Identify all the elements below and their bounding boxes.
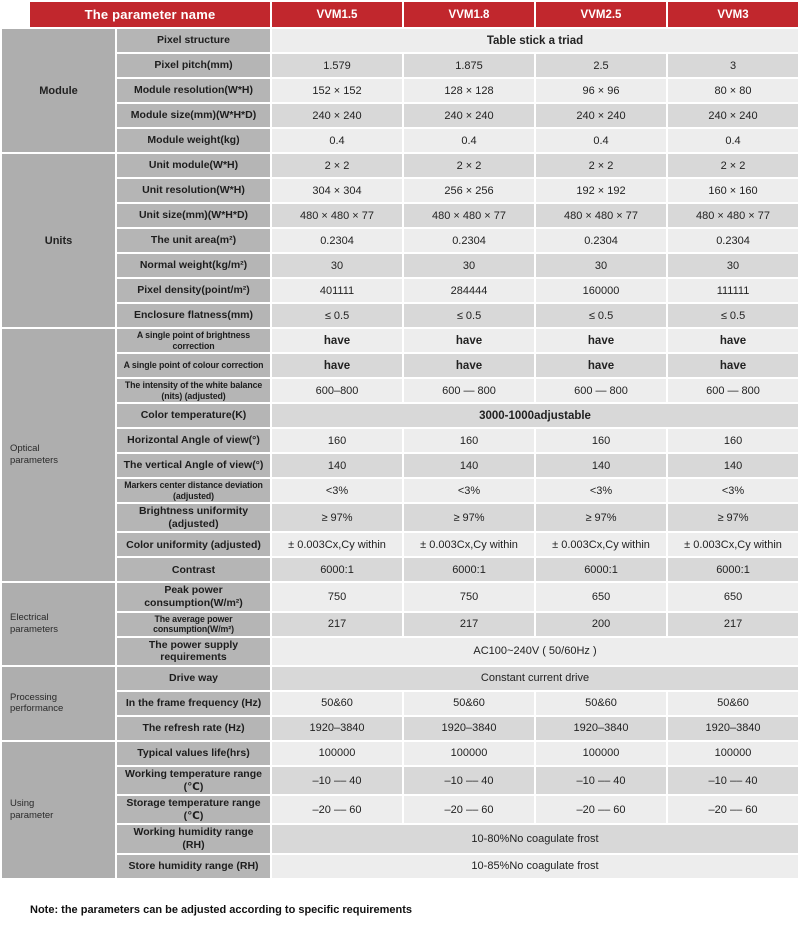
param-value: 600–800 xyxy=(272,379,402,402)
param-value-span: AC100~240V ( 50/60Hz ) xyxy=(272,638,798,665)
param-value: 140 xyxy=(272,454,402,477)
table-row xyxy=(2,79,798,102)
param-label: Unit module(W*H) xyxy=(117,154,270,177)
param-value: have xyxy=(668,329,798,352)
param-value: 50&60 xyxy=(272,692,402,715)
footnote: Note: the parameters can be adjusted according to specific requirements xyxy=(30,903,413,916)
parameter-name-header xyxy=(2,2,270,27)
param-value: 240 × 240 xyxy=(668,104,798,127)
param-value: ≤ 0.5 xyxy=(668,304,798,327)
param-label: Store humidity range (RH) xyxy=(117,855,270,878)
param-value: 304 × 304 xyxy=(272,179,402,202)
table-row xyxy=(2,638,798,665)
table-row xyxy=(2,279,798,302)
table-row xyxy=(2,558,798,581)
param-value: 200 xyxy=(536,613,666,636)
table-row xyxy=(2,29,798,52)
param-value: 2 × 2 xyxy=(272,154,402,177)
param-value: 2 × 2 xyxy=(536,154,666,177)
param-value: –20 –– 60 xyxy=(404,796,534,823)
param-value: <3% xyxy=(404,479,534,502)
table-row xyxy=(2,154,798,177)
table-row xyxy=(2,229,798,252)
table-row xyxy=(2,742,798,765)
param-value: 0.4 xyxy=(536,129,666,152)
param-label: Pixel structure xyxy=(117,29,270,52)
param-value: 128 × 128 xyxy=(404,79,534,102)
param-value: have xyxy=(536,329,666,352)
table-row xyxy=(2,767,798,794)
param-value: 6000:1 xyxy=(404,558,534,581)
param-value: ≤ 0.5 xyxy=(536,304,666,327)
param-label: Horizontal Angle of view(°) xyxy=(117,429,270,452)
param-label: Storage temperature range (℃) xyxy=(117,796,270,823)
table-row xyxy=(2,825,798,852)
param-value: 1920–3840 xyxy=(536,717,666,740)
param-value: 0.4 xyxy=(668,129,798,152)
group-label-optical-parameters: Optical parameters xyxy=(2,329,115,581)
param-value: have xyxy=(668,354,798,377)
param-value: 2.5 xyxy=(536,54,666,77)
param-value: 0.2304 xyxy=(536,229,666,252)
table-row xyxy=(2,354,798,377)
param-value: –10 –– 40 xyxy=(404,767,534,794)
table-row xyxy=(2,796,798,823)
param-label: A single point of colour correction xyxy=(117,354,270,377)
param-value: –20 –– 60 xyxy=(668,796,798,823)
param-value: 140 xyxy=(668,454,798,477)
param-value: ≤ 0.5 xyxy=(272,304,402,327)
param-value: ± 0.003Cx,Cy within xyxy=(404,533,534,556)
table-row xyxy=(2,583,798,610)
param-value: 650 xyxy=(668,583,798,610)
table-row xyxy=(2,504,798,531)
param-value: 600 — 800 xyxy=(536,379,666,402)
param-value: 240 × 240 xyxy=(536,104,666,127)
param-value: 160 × 160 xyxy=(668,179,798,202)
table-row xyxy=(2,329,798,352)
param-value: 480 × 480 × 77 xyxy=(668,204,798,227)
param-value: <3% xyxy=(536,479,666,502)
param-value: have xyxy=(404,354,534,377)
param-value: –10 –– 40 xyxy=(272,767,402,794)
table-row xyxy=(2,304,798,327)
param-value-span: 10-85%No coagulate frost xyxy=(272,855,798,878)
parameter-name-label: The parameter name xyxy=(30,2,270,27)
param-value: 96 × 96 xyxy=(536,79,666,102)
param-value: 1.579 xyxy=(272,54,402,77)
param-value: 100000 xyxy=(536,742,666,765)
model-header-vvm3: VVM3 xyxy=(668,2,798,27)
param-value: have xyxy=(536,354,666,377)
param-label: Normal weight(kg/m²) xyxy=(117,254,270,277)
param-value: 100000 xyxy=(668,742,798,765)
param-value: ± 0.003Cx,Cy within xyxy=(272,533,402,556)
param-value: have xyxy=(272,329,402,352)
param-value: 750 xyxy=(272,583,402,610)
param-value: 0.4 xyxy=(272,129,402,152)
param-label: In the frame frequency (Hz) xyxy=(117,692,270,715)
param-value: –20 –– 60 xyxy=(272,796,402,823)
param-value: 240 × 240 xyxy=(272,104,402,127)
param-value: 0.2304 xyxy=(668,229,798,252)
param-value: ≥ 97% xyxy=(536,504,666,531)
param-value: 480 × 480 × 77 xyxy=(536,204,666,227)
table-header-row xyxy=(2,2,798,27)
param-value: <3% xyxy=(272,479,402,502)
param-value: 6000:1 xyxy=(536,558,666,581)
param-value: 0.2304 xyxy=(404,229,534,252)
param-value: 0.2304 xyxy=(272,229,402,252)
param-value: 152 × 152 xyxy=(272,79,402,102)
param-value-span: Table stick a triad xyxy=(272,29,798,52)
param-label: Unit size(mm)(W*H*D) xyxy=(117,204,270,227)
param-value: 160000 xyxy=(536,279,666,302)
table-row xyxy=(2,254,798,277)
param-value: 160 xyxy=(536,429,666,452)
model-header-vvm2-5: VVM2.5 xyxy=(536,2,666,27)
param-value: 2 × 2 xyxy=(668,154,798,177)
param-label: Pixel density(point/m²) xyxy=(117,279,270,302)
param-value: 140 xyxy=(404,454,534,477)
param-value: 6000:1 xyxy=(668,558,798,581)
param-label: Color temperature(K) xyxy=(117,404,270,427)
param-value: 80 × 80 xyxy=(668,79,798,102)
param-value: 192 × 192 xyxy=(536,179,666,202)
param-value-span: Constant current drive xyxy=(272,667,798,690)
param-label: Enclosure flatness(mm) xyxy=(117,304,270,327)
param-value: 217 xyxy=(272,613,402,636)
table-row xyxy=(2,692,798,715)
param-value: 50&60 xyxy=(536,692,666,715)
param-value: 140 xyxy=(536,454,666,477)
param-label: Pixel pitch(mm) xyxy=(117,54,270,77)
param-value: 240 × 240 xyxy=(404,104,534,127)
param-value: 160 xyxy=(404,429,534,452)
param-label: Typical values life(hrs) xyxy=(117,742,270,765)
param-value: 6000:1 xyxy=(272,558,402,581)
table-row xyxy=(2,533,798,556)
param-value: –20 –– 60 xyxy=(536,796,666,823)
table-row xyxy=(2,717,798,740)
param-value: have xyxy=(272,354,402,377)
param-value: 600 — 800 xyxy=(668,379,798,402)
param-value: 100000 xyxy=(404,742,534,765)
param-value-span: 3000-1000adjustable xyxy=(272,404,798,427)
param-label: The intensity of the white balance (nits) (adjusted) xyxy=(117,379,270,402)
param-value: 0.4 xyxy=(404,129,534,152)
param-label: Contrast xyxy=(117,558,270,581)
param-value: –10 –– 40 xyxy=(668,767,798,794)
param-value: 480 × 480 × 77 xyxy=(272,204,402,227)
param-value: 1920–3840 xyxy=(272,717,402,740)
table-row xyxy=(2,454,798,477)
param-label: Unit resolution(W*H) xyxy=(117,179,270,202)
param-value: ≥ 97% xyxy=(668,504,798,531)
param-label: The refresh rate (Hz) xyxy=(117,717,270,740)
param-value: 217 xyxy=(404,613,534,636)
param-label: A single point of brightness correction xyxy=(117,329,270,352)
param-value: 30 xyxy=(536,254,666,277)
param-value: ± 0.003Cx,Cy within xyxy=(536,533,666,556)
param-label: Module size(mm)(W*H*D) xyxy=(117,104,270,127)
param-value: 2 × 2 xyxy=(404,154,534,177)
param-value: ≥ 97% xyxy=(272,504,402,531)
table-row xyxy=(2,613,798,636)
param-value: 256 × 256 xyxy=(404,179,534,202)
param-value: 3 xyxy=(668,54,798,77)
group-label-electrical-parameters: Electrical parameters xyxy=(2,583,115,664)
param-value: ± 0.003Cx,Cy within xyxy=(668,533,798,556)
param-value: 600 — 800 xyxy=(404,379,534,402)
table-row xyxy=(2,204,798,227)
table-row xyxy=(2,379,798,402)
param-label: Color uniformity (adjusted) xyxy=(117,533,270,556)
param-value: 480 × 480 × 77 xyxy=(404,204,534,227)
param-value: ≥ 97% xyxy=(404,504,534,531)
param-value: <3% xyxy=(668,479,798,502)
group-label-using-parameter: Using parameter xyxy=(2,742,115,878)
param-label: The power supply requirements xyxy=(117,638,270,665)
param-value: 100000 xyxy=(272,742,402,765)
param-label: Working humidity range (RH) xyxy=(117,825,270,852)
param-label: Module resolution(W*H) xyxy=(117,79,270,102)
param-label: The average power consumption(W/m²) xyxy=(117,613,270,636)
param-value: 650 xyxy=(536,583,666,610)
table-row xyxy=(2,129,798,152)
table-row xyxy=(2,179,798,202)
param-value: 160 xyxy=(668,429,798,452)
param-label: The vertical Angle of view(°) xyxy=(117,454,270,477)
group-label-units: Units xyxy=(2,154,115,327)
param-value-span: 10-80%No coagulate frost xyxy=(272,825,798,852)
table-row xyxy=(2,667,798,690)
table-row xyxy=(2,479,798,502)
param-label: Peak power consumption(W/m²) xyxy=(117,583,270,610)
param-label: Brightness uniformity (adjusted) xyxy=(117,504,270,531)
table-row xyxy=(2,404,798,427)
table-row xyxy=(2,855,798,878)
param-value: 284444 xyxy=(404,279,534,302)
param-label: The unit area(m²) xyxy=(117,229,270,252)
model-header-vvm1-5: VVM1.5 xyxy=(272,2,402,27)
param-value: ≤ 0.5 xyxy=(404,304,534,327)
param-value: have xyxy=(404,329,534,352)
param-label: Working temperature range (℃) xyxy=(117,767,270,794)
param-value: 217 xyxy=(668,613,798,636)
table-row xyxy=(2,104,798,127)
param-label: Drive way xyxy=(117,667,270,690)
group-label-processing-performance: Processing performance xyxy=(2,667,115,740)
table-row xyxy=(2,429,798,452)
param-value: 30 xyxy=(404,254,534,277)
model-header-vvm1-8: VVM1.8 xyxy=(404,2,534,27)
param-value: 50&60 xyxy=(668,692,798,715)
param-value: 1920–3840 xyxy=(404,717,534,740)
table-row xyxy=(2,54,798,77)
param-value: 750 xyxy=(404,583,534,610)
param-value: 111111 xyxy=(668,279,798,302)
param-label: Module weight(kg) xyxy=(117,129,270,152)
group-label-module: Module xyxy=(2,29,115,152)
param-value: 30 xyxy=(272,254,402,277)
param-value: 401111 xyxy=(272,279,402,302)
param-value: 1920–3840 xyxy=(668,717,798,740)
param-value: 1.875 xyxy=(404,54,534,77)
param-value: –10 –– 40 xyxy=(536,767,666,794)
param-label: Markers center distance deviation (adjusted) xyxy=(117,479,270,502)
param-value: 50&60 xyxy=(404,692,534,715)
param-value: 160 xyxy=(272,429,402,452)
param-value: 30 xyxy=(668,254,798,277)
